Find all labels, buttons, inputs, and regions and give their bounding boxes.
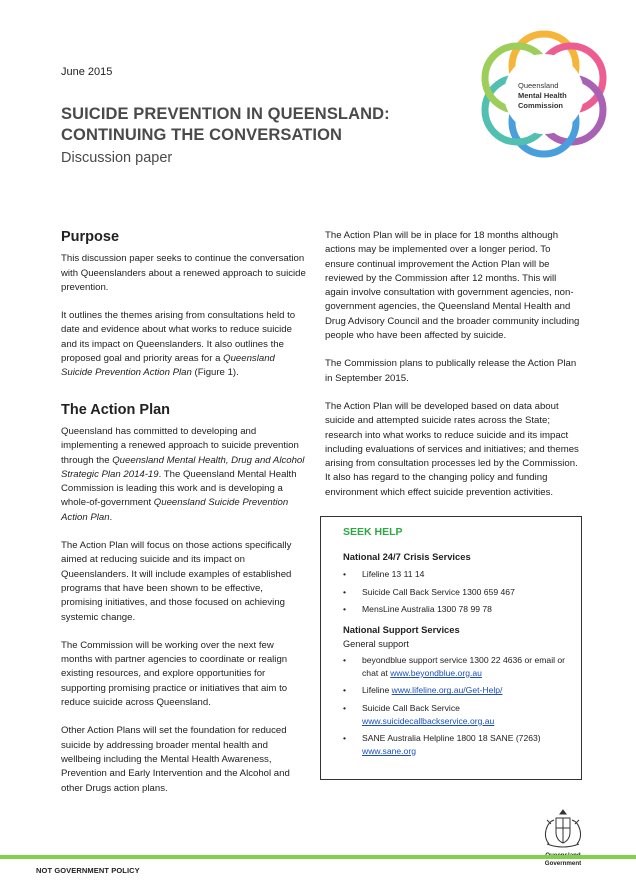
general-support-label: General support [343, 638, 409, 649]
ap-p1-b: . The Queensland Mental Health Commission is leading this work and is developing a whole-of-government [61, 468, 297, 509]
title-line-2: CONTINUING THE CONVERSATION [61, 126, 343, 144]
crisis-services-heading: National 24/7 Crisis Services [343, 550, 471, 562]
beyondblue-text: beyondblue support service 1300 22 4636 or email or chat at [362, 655, 566, 678]
footer-bar [0, 855, 636, 859]
title-line-1: SUICIDE PREVENTION IN QUEENSLAND: [61, 105, 390, 123]
support-services-heading: National Support Services [343, 623, 460, 635]
callback-text: Suicide Call Back Service [362, 702, 460, 713]
footer-label: NOT GOVERNMENT POLICY [36, 866, 140, 875]
action-plan-paragraph-2: The Action Plan will focus on those actions specifically aimed at reducing suicide and its impact on Queenslanders. It will include examples of established programs that have been shown to be effective, promising initiatives, and those focused on achieving systemic change. [61, 540, 292, 623]
date: June 2015 [61, 66, 113, 78]
support-services-list [343, 654, 569, 757]
callback-link[interactable]: www.suicidecallbackservice.org.au [362, 715, 495, 726]
list-item [343, 732, 569, 757]
list-item: • Suicide Call Back Service 1300 659 467 [343, 586, 569, 599]
beyondblue-link[interactable]: www.beyondblue.org.au [390, 667, 482, 678]
logo-line-1: Queensland [518, 81, 559, 90]
crest-line-2: Government [544, 860, 582, 867]
left-column [61, 230, 306, 810]
purpose-paragraph-1: This discussion paper seeks to continue the conversation with Queenslanders about a renewed approach to suicide prevention. [61, 253, 306, 293]
list-item [343, 702, 569, 727]
action-plan-paragraph-1 [61, 425, 306, 525]
list-item: • MensLine Australia 1300 78 99 78 [343, 603, 569, 616]
right-paragraph-2: The Commission plans to publically release the Action Plan in September 2015. [325, 358, 577, 384]
lifeline-text: Lifeline [362, 685, 392, 696]
action-plan-heading: The Action Plan [61, 401, 171, 418]
commission-logo [478, 28, 610, 160]
seek-help-heading: SEEK HELP [343, 526, 403, 538]
sane-link[interactable]: www.sane.org [362, 745, 416, 756]
subtitle: Discussion paper [61, 150, 173, 166]
purpose-paragraph-2 [61, 309, 306, 380]
ap-p1-c: . [109, 511, 113, 523]
ap-p1-italic-1: Queensland Mental Health, Drug and Alcohol Strategic Plan 2014-19 [61, 454, 305, 480]
action-plan-paragraph-4: Other Action Plans will set the foundation for reduced suicide by addressing broader mental health and wellbeing including the Mental Health Awareness, Prevention and Early Intervention and the Alcohol and other Drugs action plans. [61, 725, 290, 794]
purpose-heading: Purpose [61, 229, 120, 245]
list-item [343, 684, 569, 697]
purpose-p2-italic: Queensland Suicide Prevention Action Plan [61, 353, 275, 379]
crisis-services-list [343, 568, 569, 616]
purpose-p2-text: It outlines the themes arising from consultations held to date and evidence about what works to reduce suicide and its impact on Queenslanders. It also outlines the proposed goal and priority areas for a [61, 310, 296, 365]
sane-text: SANE Australia Helpline 1800 18 SANE (7263) [362, 733, 541, 744]
purpose-p2-end: (Figure 1). [191, 367, 239, 379]
logo-line-2: Mental Health [518, 91, 567, 100]
right-column [325, 229, 580, 514]
right-paragraph-3: The Action Plan will be developed based on data about suicide and attempted suicide rates across the State; research into what works to reduce suicide and its impact including evaluations of services and initiatives; and themes arising from consultation processes led by the Commission. It also has regard to the changing policy and funding environment which effect suicide prevention activities. [325, 400, 579, 498]
page-title [61, 104, 390, 146]
lifeline-link[interactable]: www.lifeline.org.au/Get-Help/ [391, 685, 503, 696]
right-paragraph-1: The Action Plan will be in place for 18 months although actions may be implemented over a longer period. To ensure continual improvement the Action Plan will be reviewed by the Commission after 12 months. This will again involve consultation with government agencies, non-government agencies, the Queensland Mental Health and Drug Advisory Council and the broader community including people who have been affected by suicide. [325, 230, 580, 342]
logo-line-3: Commission [518, 101, 564, 110]
list-item: • Lifeline 13 11 14 [343, 568, 569, 581]
ap-p1-a: Queensland has committed to developing and implementing a renewed approach to suicide prevention through the [61, 425, 299, 466]
list-item [343, 654, 569, 679]
seek-help-box [320, 516, 582, 780]
action-plan-paragraph-3: The Commission will be working over the next few months with partner agencies to coordinate or realign existing resources, and explore opportunities for supporting promising practice or initiatives that aim to reduce suicide across Queensland. [61, 639, 288, 709]
ap-p1-italic-2: Queensland Suicide Prevention Action Plan [61, 497, 289, 523]
